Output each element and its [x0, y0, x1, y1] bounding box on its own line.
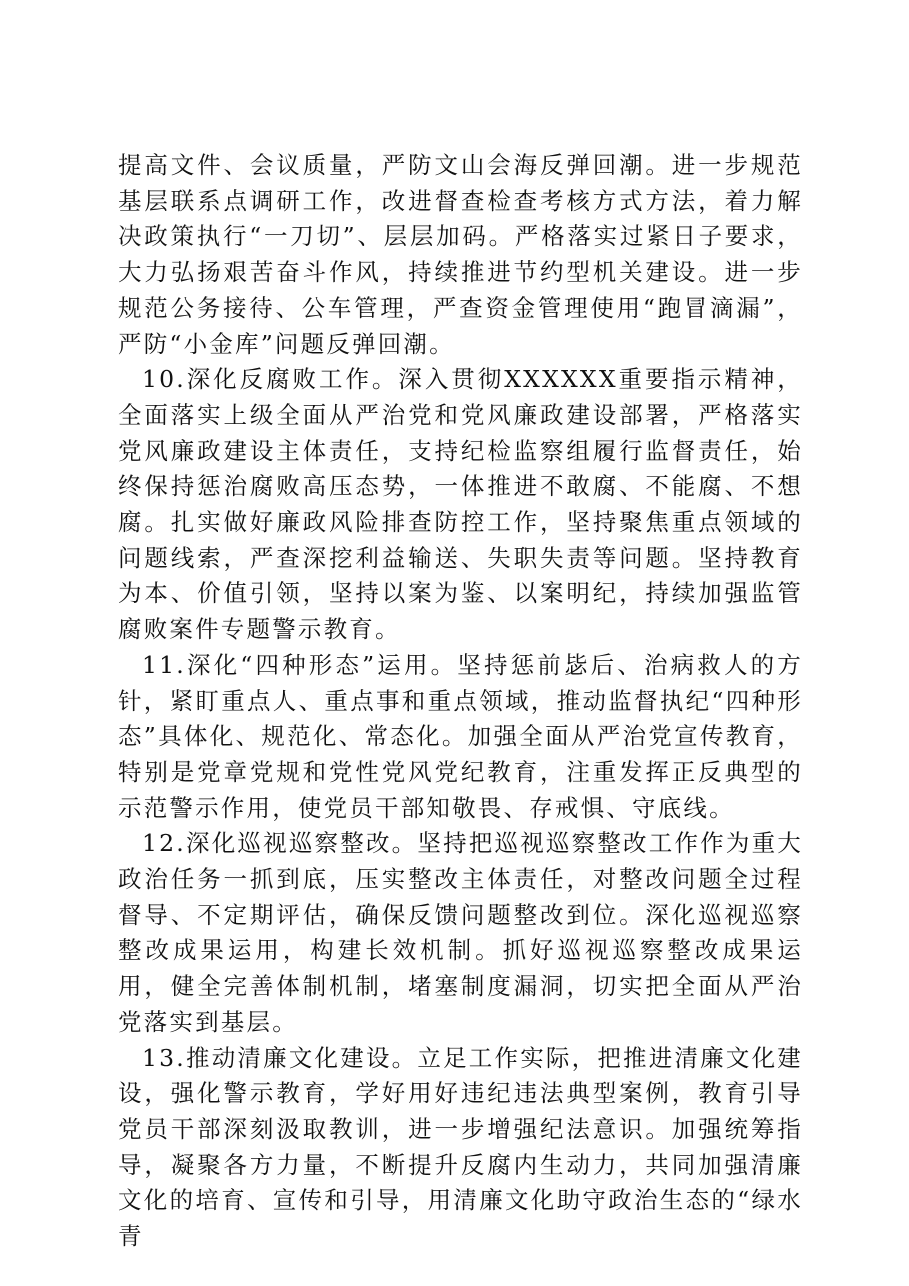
paragraph-item-11: 11.深化“四种形态”运用。坚持惩前毖后、治病救人的方针，紧盯重点人、重点事和重点领域，推动监督执纪“四种形态”具体化、规范化、常态化。加强全面从严治党宣传教育，特别是党章党规和党性党风党纪教育，注重发挥正反典型的示范警示作用，使党员干部知敬畏、存戒惧、守底线。 — [118, 650, 803, 822]
paragraph-item-10: 10.深化反腐败工作。深入贯彻XXXXXX重要指示精神，全面落实上级全面从严治党和党风廉政建设部署，严格落实党风廉政建设主体责任，支持纪检监察组履行监督责任，始终保持惩治腐败高压态势，一体推进不敢腐、不能腐、不想腐。扎实做好廉政风险排查防控工作，坚持聚焦重点领域的问题线索，严查深挖利益输送、失职失责等问题。坚持教育为本、价值引领，坚持以案为鉴、以案明纪，持续加强监管腐败案件专题警示教育。 — [118, 365, 803, 644]
document-body — [118, 148, 803, 1255]
paragraph-item-13: 13.推动清廉文化建设。立足工作实际，把推进清廉文化建设，强化警示教育，学好用好违纪违法典型案例，教育引导党员干部深刻汲取教训，进一步增强纪法意识。加强统筹指导，凝聚各方力量，不断提升反腐内生动力，共同加强清廉文化的培育、宣传和引导，用清廉文化助守政治生态的“绿水青 — [118, 1043, 803, 1251]
paragraph-item-12: 12.深化巡视巡察整改。坚持把巡视巡察整改工作作为重大政治任务一抓到底，压实整改主体责任，对整改问题全过程督导、不定期评估，确保反馈问题整改到位。深化巡视巡察整改成果运用，构建长效机制。抓好巡视巡察整改成果运用，健全完善体制机制，堵塞制度漏洞，切实把全面从严治党落实到基层。 — [118, 829, 803, 1036]
paragraph-continuation: 提高文件、会议质量，严防文山会海反弹回潮。进一步规范基层联系点调研工作，改进督查检查考核方式方法，着力解决政策执行“一刀切”、层层加码。严格落实过紧日子要求，大力弘扬艰苦奋斗作风，持续推进节约型机关建设。进一步规范公务接待、公车管理，严查资金管理使用“跑冒滴漏”，严防“小金库”问题反弹回潮。 — [118, 151, 803, 358]
